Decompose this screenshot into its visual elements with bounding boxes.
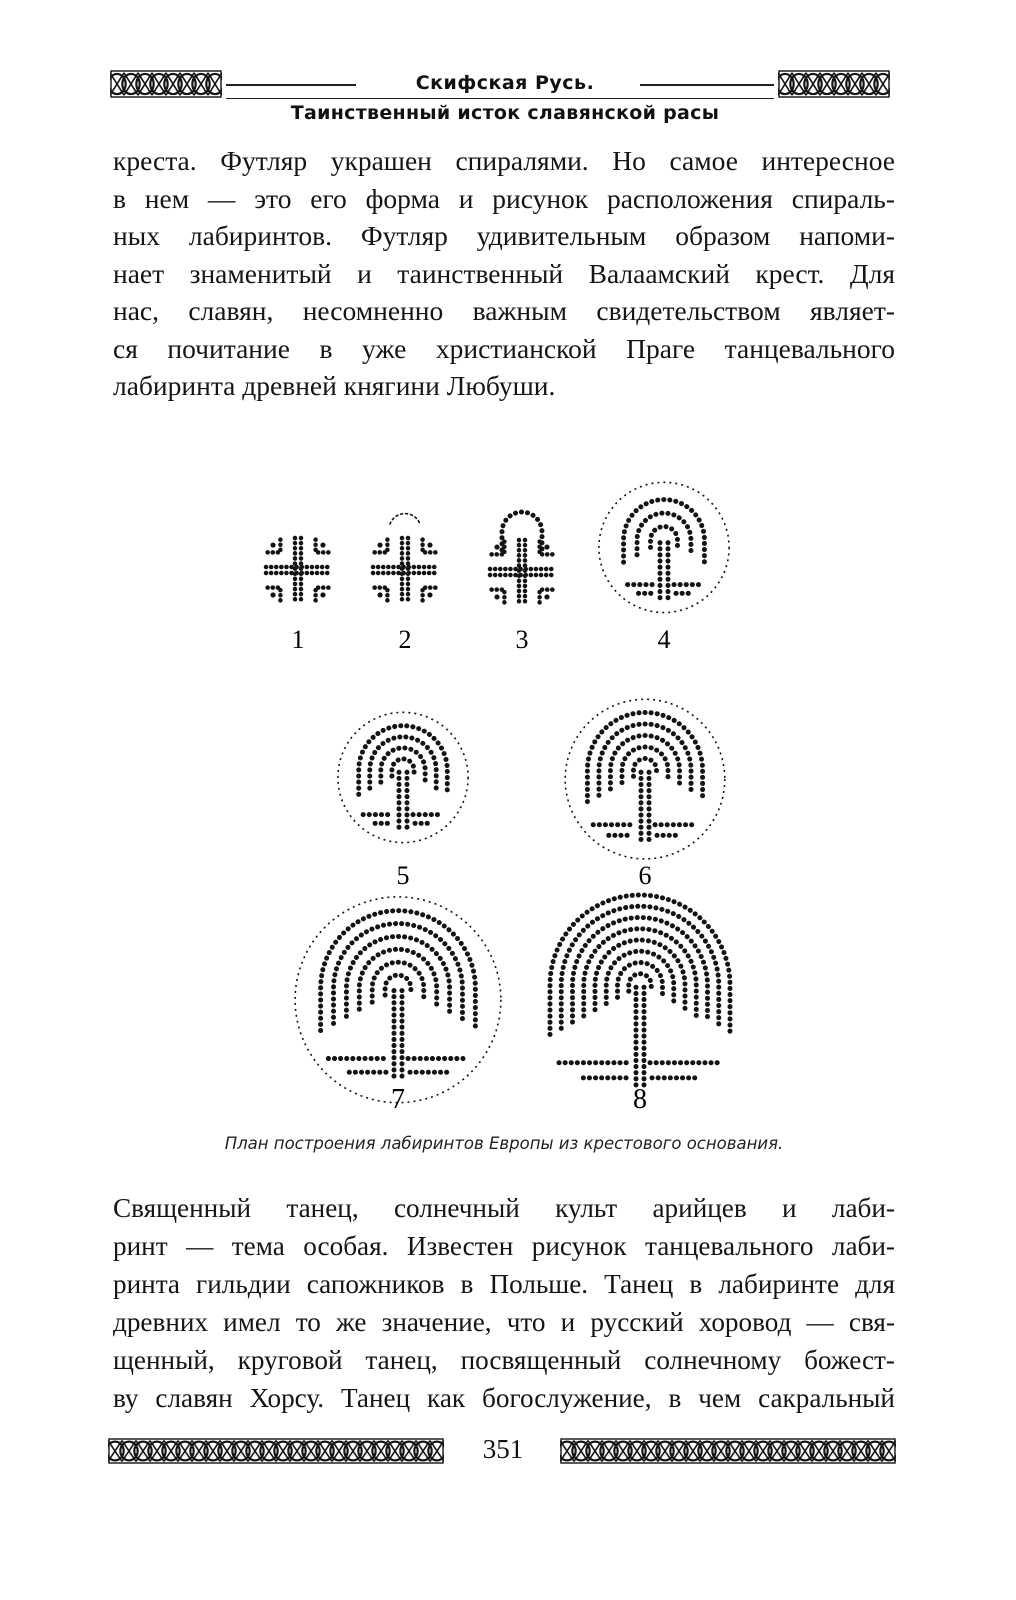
labyrinth-illustration — [240, 480, 780, 1120]
text-line: ных лабиринтов. Футляр удивительным образом напоми- — [113, 220, 895, 251]
figure-label-4: 4 — [657, 625, 671, 654]
labyrinth-stage-3 — [490, 512, 554, 604]
footer-ornament-right — [560, 1438, 896, 1464]
text-line: ся почитание в уже христианской Праге танцевального — [113, 332, 895, 364]
header-subtitle: Таинственный исток славянской расы — [290, 102, 720, 124]
footer-ornament-left — [108, 1438, 444, 1464]
text-line: в нем — это его форма и рисунок расположения спираль- — [113, 182, 895, 214]
paragraph-2 — [113, 1189, 895, 1417]
text-line: Священный танец, солнечный культ арийцев и лаби- — [113, 1193, 895, 1223]
figure-label-6: 6 — [638, 861, 652, 890]
paragraph-1 — [113, 142, 895, 405]
text-line: ринта гильдии сапожников в Польше. Танец в лабиринте для — [113, 1269, 895, 1299]
header-title: Скифская Русь. — [415, 72, 595, 94]
running-header — [110, 66, 900, 130]
running-footer — [108, 1432, 898, 1472]
text-line: нас, славян, несомненно важным свидетельством являет- — [113, 295, 895, 326]
labyrinth-stage-1 — [266, 538, 330, 602]
figure-label-3: 3 — [515, 625, 529, 654]
labyrinth-stage-4 — [599, 482, 729, 612]
figure-caption: План построения лабиринтов Европы из крестового основания. — [224, 1134, 784, 1153]
labyrinth-stage-8 — [550, 895, 730, 1088]
text-line: нает знаменитый и таинственный Валаамский крест. Для — [113, 257, 895, 289]
text-line: ринт — тема особая. Известен рисунок танцевального лаби- — [113, 1231, 895, 1261]
labyrinth-stage-7 — [295, 897, 501, 1103]
labyrinth-stage-6 — [565, 699, 725, 859]
labyrinth-stage-5 — [338, 712, 468, 842]
text-line: ву славян Хорсу. Танец как богослужение, в чем сакральный — [113, 1383, 895, 1413]
header-rule-under — [226, 98, 774, 99]
labyrinth-stage-2 — [373, 514, 437, 602]
text-line: древних имел то же значение, что и русский хоровод — свя- — [113, 1307, 895, 1337]
figure-label-7: 7 — [391, 1084, 405, 1115]
text-line: щенный, круговой танец, посвященный солнечному божест- — [113, 1345, 895, 1375]
text-line: лабиринта древней княгини Любуши. — [113, 370, 556, 401]
figure-label-2: 2 — [398, 625, 412, 654]
text-line: креста. Футляр украшен спиралями. Но самое интересное — [113, 145, 895, 176]
figure-label-5: 5 — [396, 861, 410, 890]
labyrinth-figure — [240, 480, 780, 1120]
page-number: 351 — [482, 1434, 524, 1464]
figure-label-1: 1 — [291, 625, 305, 654]
figure-label-8: 8 — [633, 1084, 647, 1115]
